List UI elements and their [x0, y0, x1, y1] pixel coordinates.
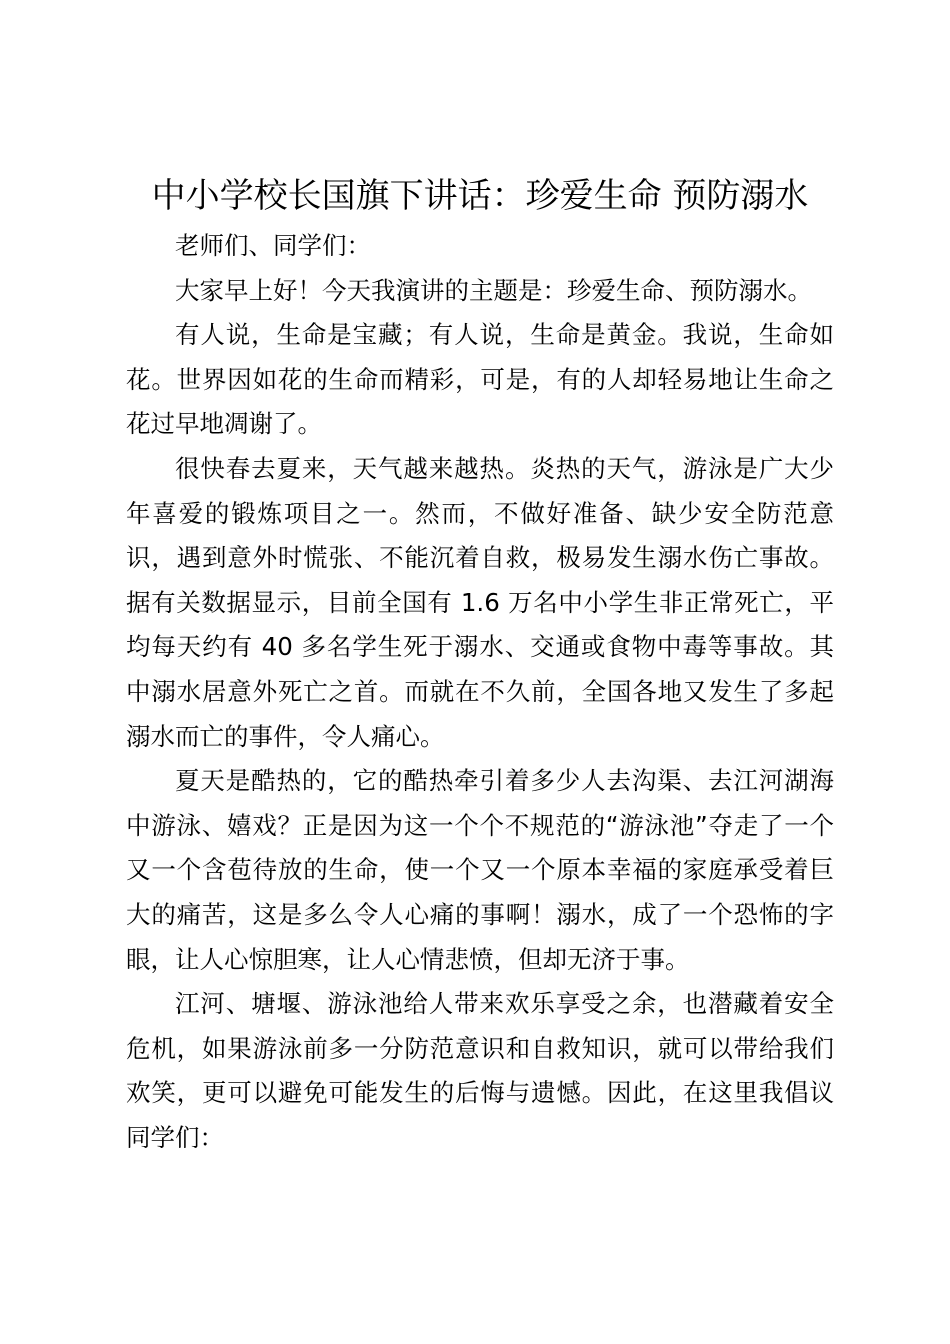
paragraph-greeting: 大家早上好！今天我演讲的主题是：珍爱生命、预防溺水。 [175, 275, 812, 305]
paragraph-hot-summer: 夏天是酷热的，它的酷热牵引着多少人去沟渠、去江河湖海中游泳、嬉戏？正是因为这一个个不规范的“游泳池”夺走了一个又一个含苞待放的生命，使一个又一个原本幸福的家庭承受着巨大的痛苦，这是多么令人心痛的事啊！溺水，成了一个恐怖的字眼，让人心惊胆寒，让人心情悲愤，但却无济于事。 [126, 766, 834, 974]
paragraph-summer-swimming: 很快春去夏来，天气越来越热。炎热的天气，游泳是广大少年喜爱的锻炼项目之一。然而，不做好准备、缺少安全防范意识，遇到意外时慌张、不能沉着自救，极易发生溺水伤亡事故。据有关数据显示，目前全国有 1.6 万名中小学生非正常死亡，平均每天约有 40 多名学生死于溺水、交通或食物中毒等事故。其中溺水居意外死亡之首。而就在不久前，全国各地又发生了多起溺水而亡的事件，令人痛心。 [126, 453, 834, 751]
paragraph-salutation: 老师们、同学们： [175, 231, 371, 260]
document-body [126, 224, 834, 1160]
document-title: 中小学校长国旗下讲话：珍爱生命 预防溺水 [151, 176, 809, 216]
paragraph-life-as-flower: 有人说，生命是宝藏；有人说，生命是黄金。我说，生命如花。世界因如花的生命而精彩，可是，有的人却轻易地让生命之花过早地凋谢了。 [126, 320, 834, 439]
paragraph-call-to-action: 江河、塘堰、游泳池给人带来欢乐享受之余，也潜藏着安全危机，如果游泳前多一分防范意识和自救知识，就可以带给我们欢笑，更可以避免可能发生的后悔与遗憾。因此，在这里我倡议同学们： [126, 989, 834, 1152]
